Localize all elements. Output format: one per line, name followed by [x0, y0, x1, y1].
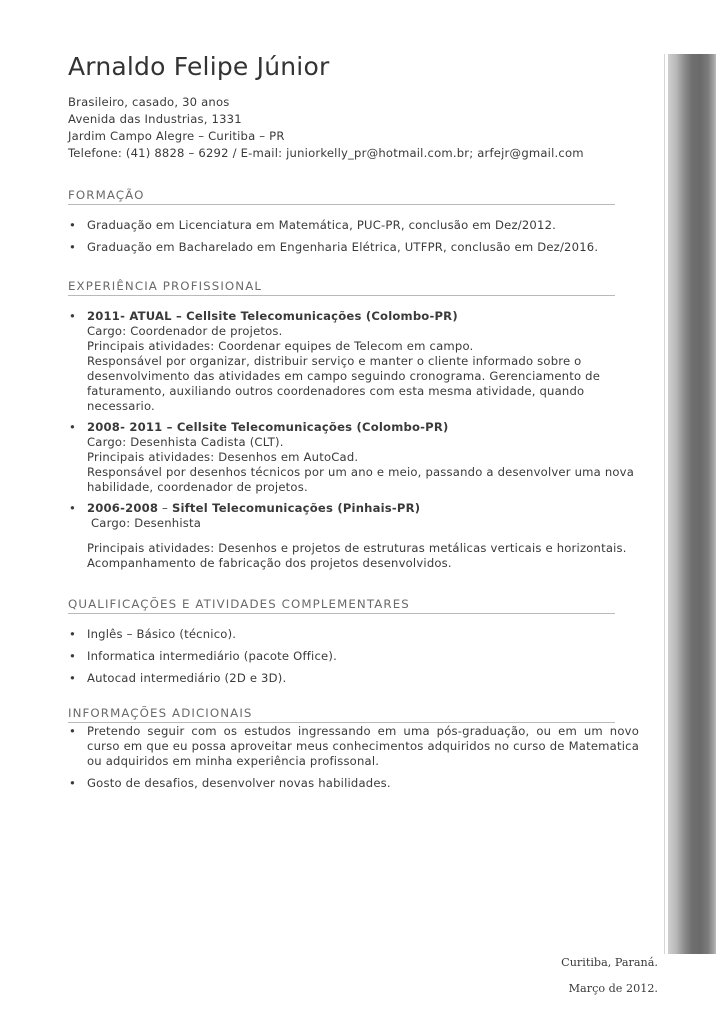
- contact-block: [68, 94, 642, 162]
- footer-date: Março de 2012.: [568, 982, 658, 995]
- job-descricao: Acompanhamento de fabricação dos projetos desenvolvidos.: [87, 556, 452, 570]
- formacao-item-text: Graduação em Licenciatura em Matemática, PUC-PR, conclusão em Dez/2012.: [87, 218, 557, 232]
- job-atividades: Principais atividades: Desenhos em AutoCad.: [87, 450, 359, 464]
- job-cargo: Cargo: Desenhista: [91, 516, 202, 530]
- bullet-icon: •: [69, 627, 77, 641]
- contact-phone-email: Telefone: (41) 8828 – 6292 / E-mail: juniorkelly_pr@hotmail.com.br; arfejr@gmail.com: [68, 146, 584, 160]
- section-informacoes: [68, 706, 642, 791]
- job-atividades: Principais atividades: Coordenar equipes de Telecom em campo.: [87, 339, 474, 353]
- section-qualificacoes: [68, 597, 642, 686]
- job-cargo: Cargo: Coordenador de projetos.: [87, 324, 283, 338]
- bullet-icon: •: [69, 724, 77, 738]
- job-heading-separator: –: [158, 501, 172, 515]
- qualificacao-text: Inglês – Básico (técnico).: [87, 627, 237, 641]
- formacao-list: [68, 218, 642, 255]
- list-item: [68, 776, 642, 791]
- informacao-text: Pretendo seguir com os estudos ingressando em uma pós-graduação, ou em um novo curso em que eu possa aproveitar meus conhecimentos adquiridos no curso de Matematica ou adquiridos em minha experiência profissonal.: [87, 724, 639, 768]
- decorative-side-bar: [662, 54, 716, 954]
- qualificacao-text: Autocad intermediário (2D e 3D).: [87, 671, 287, 685]
- section-title-qualificacoes: QUALIFICAÇÕES E ATIVIDADES COMPLEMENTARES: [68, 597, 642, 612]
- bullet-icon: •: [69, 776, 77, 790]
- job-item: [68, 420, 642, 495]
- bullet-icon: •: [69, 501, 77, 515]
- job-heading-years: 2006-2008: [87, 501, 159, 515]
- bullet-icon: •: [69, 671, 77, 685]
- candidate-name: Arnaldo Felipe Júnior: [68, 52, 330, 81]
- list-item: [68, 240, 642, 255]
- contact-personal: Brasileiro, casado, 30 anos: [68, 95, 230, 109]
- section-experiencia: [68, 279, 642, 571]
- resume-content: [68, 52, 642, 798]
- informacao-text: Gosto de desafios, desenvolver novas habilidades.: [87, 776, 391, 790]
- section-title-informacoes: INFORMAÇÕES ADICIONAIS: [68, 706, 642, 721]
- job-heading: [87, 501, 642, 516]
- list-item: [68, 627, 642, 642]
- informacoes-list: [68, 724, 642, 791]
- footer-city: Curitiba, Paraná.: [561, 956, 658, 969]
- bullet-icon: •: [69, 420, 77, 434]
- experiencia-list: [68, 309, 642, 571]
- list-item: [68, 724, 639, 769]
- job-cargo: Cargo: Desenhista Cadista (CLT).: [87, 435, 284, 449]
- bullet-icon: •: [69, 240, 77, 254]
- job-heading: 2011- ATUAL – Cellsite Telecomunicações (Colombo-PR): [87, 309, 458, 323]
- list-item: [68, 671, 642, 686]
- qualificacao-text: Informatica intermediário (pacote Office).: [87, 649, 337, 663]
- contact-address: Avenida das Industrias, 1331: [68, 112, 242, 126]
- list-item: [68, 218, 642, 233]
- job-atividades: Principais atividades: Desenhos e projetos de estruturas metálicas verticais e horizontais.: [87, 541, 627, 555]
- section-formacao: [68, 188, 642, 255]
- section-title-formacao: FORMAÇÃO: [68, 188, 642, 203]
- list-item: [68, 649, 642, 664]
- job-descricao: Responsável por desenhos técnicos por um ano e meio, passando a desenvolver uma nova habilidade, coordenador de projetos.: [87, 465, 635, 494]
- bullet-icon: •: [69, 309, 77, 323]
- job-item: [68, 309, 642, 414]
- formacao-item-text: Graduação em Bacharelado em Engenharia Elétrica, UTFPR, conclusão em Dez/2016.: [87, 240, 599, 254]
- contact-neighborhood: Jardim Campo Alegre – Curitiba – PR: [68, 129, 285, 143]
- section-title-experiencia: EXPERIÊNCIA PROFISSIONAL: [68, 279, 642, 294]
- bullet-icon: •: [69, 218, 77, 232]
- job-descricao: Responsável por organizar, distribuir serviço e manter o cliente informado sobre o desenvolvimento das atividades em campo seguindo cronograma. Gerenciamento de faturamento, auxiliando outros coordenadores com esta mesma atividade, quando necessario.: [87, 354, 601, 413]
- bullet-icon: •: [69, 649, 77, 663]
- job-heading-company: Siftel Telecomunicações (Pinhais-PR): [171, 501, 421, 515]
- job-item: [68, 501, 642, 571]
- qualificacoes-list: [68, 627, 642, 686]
- job-heading: 2008- 2011 – Cellsite Telecomunicações (Colombo-PR): [87, 420, 449, 434]
